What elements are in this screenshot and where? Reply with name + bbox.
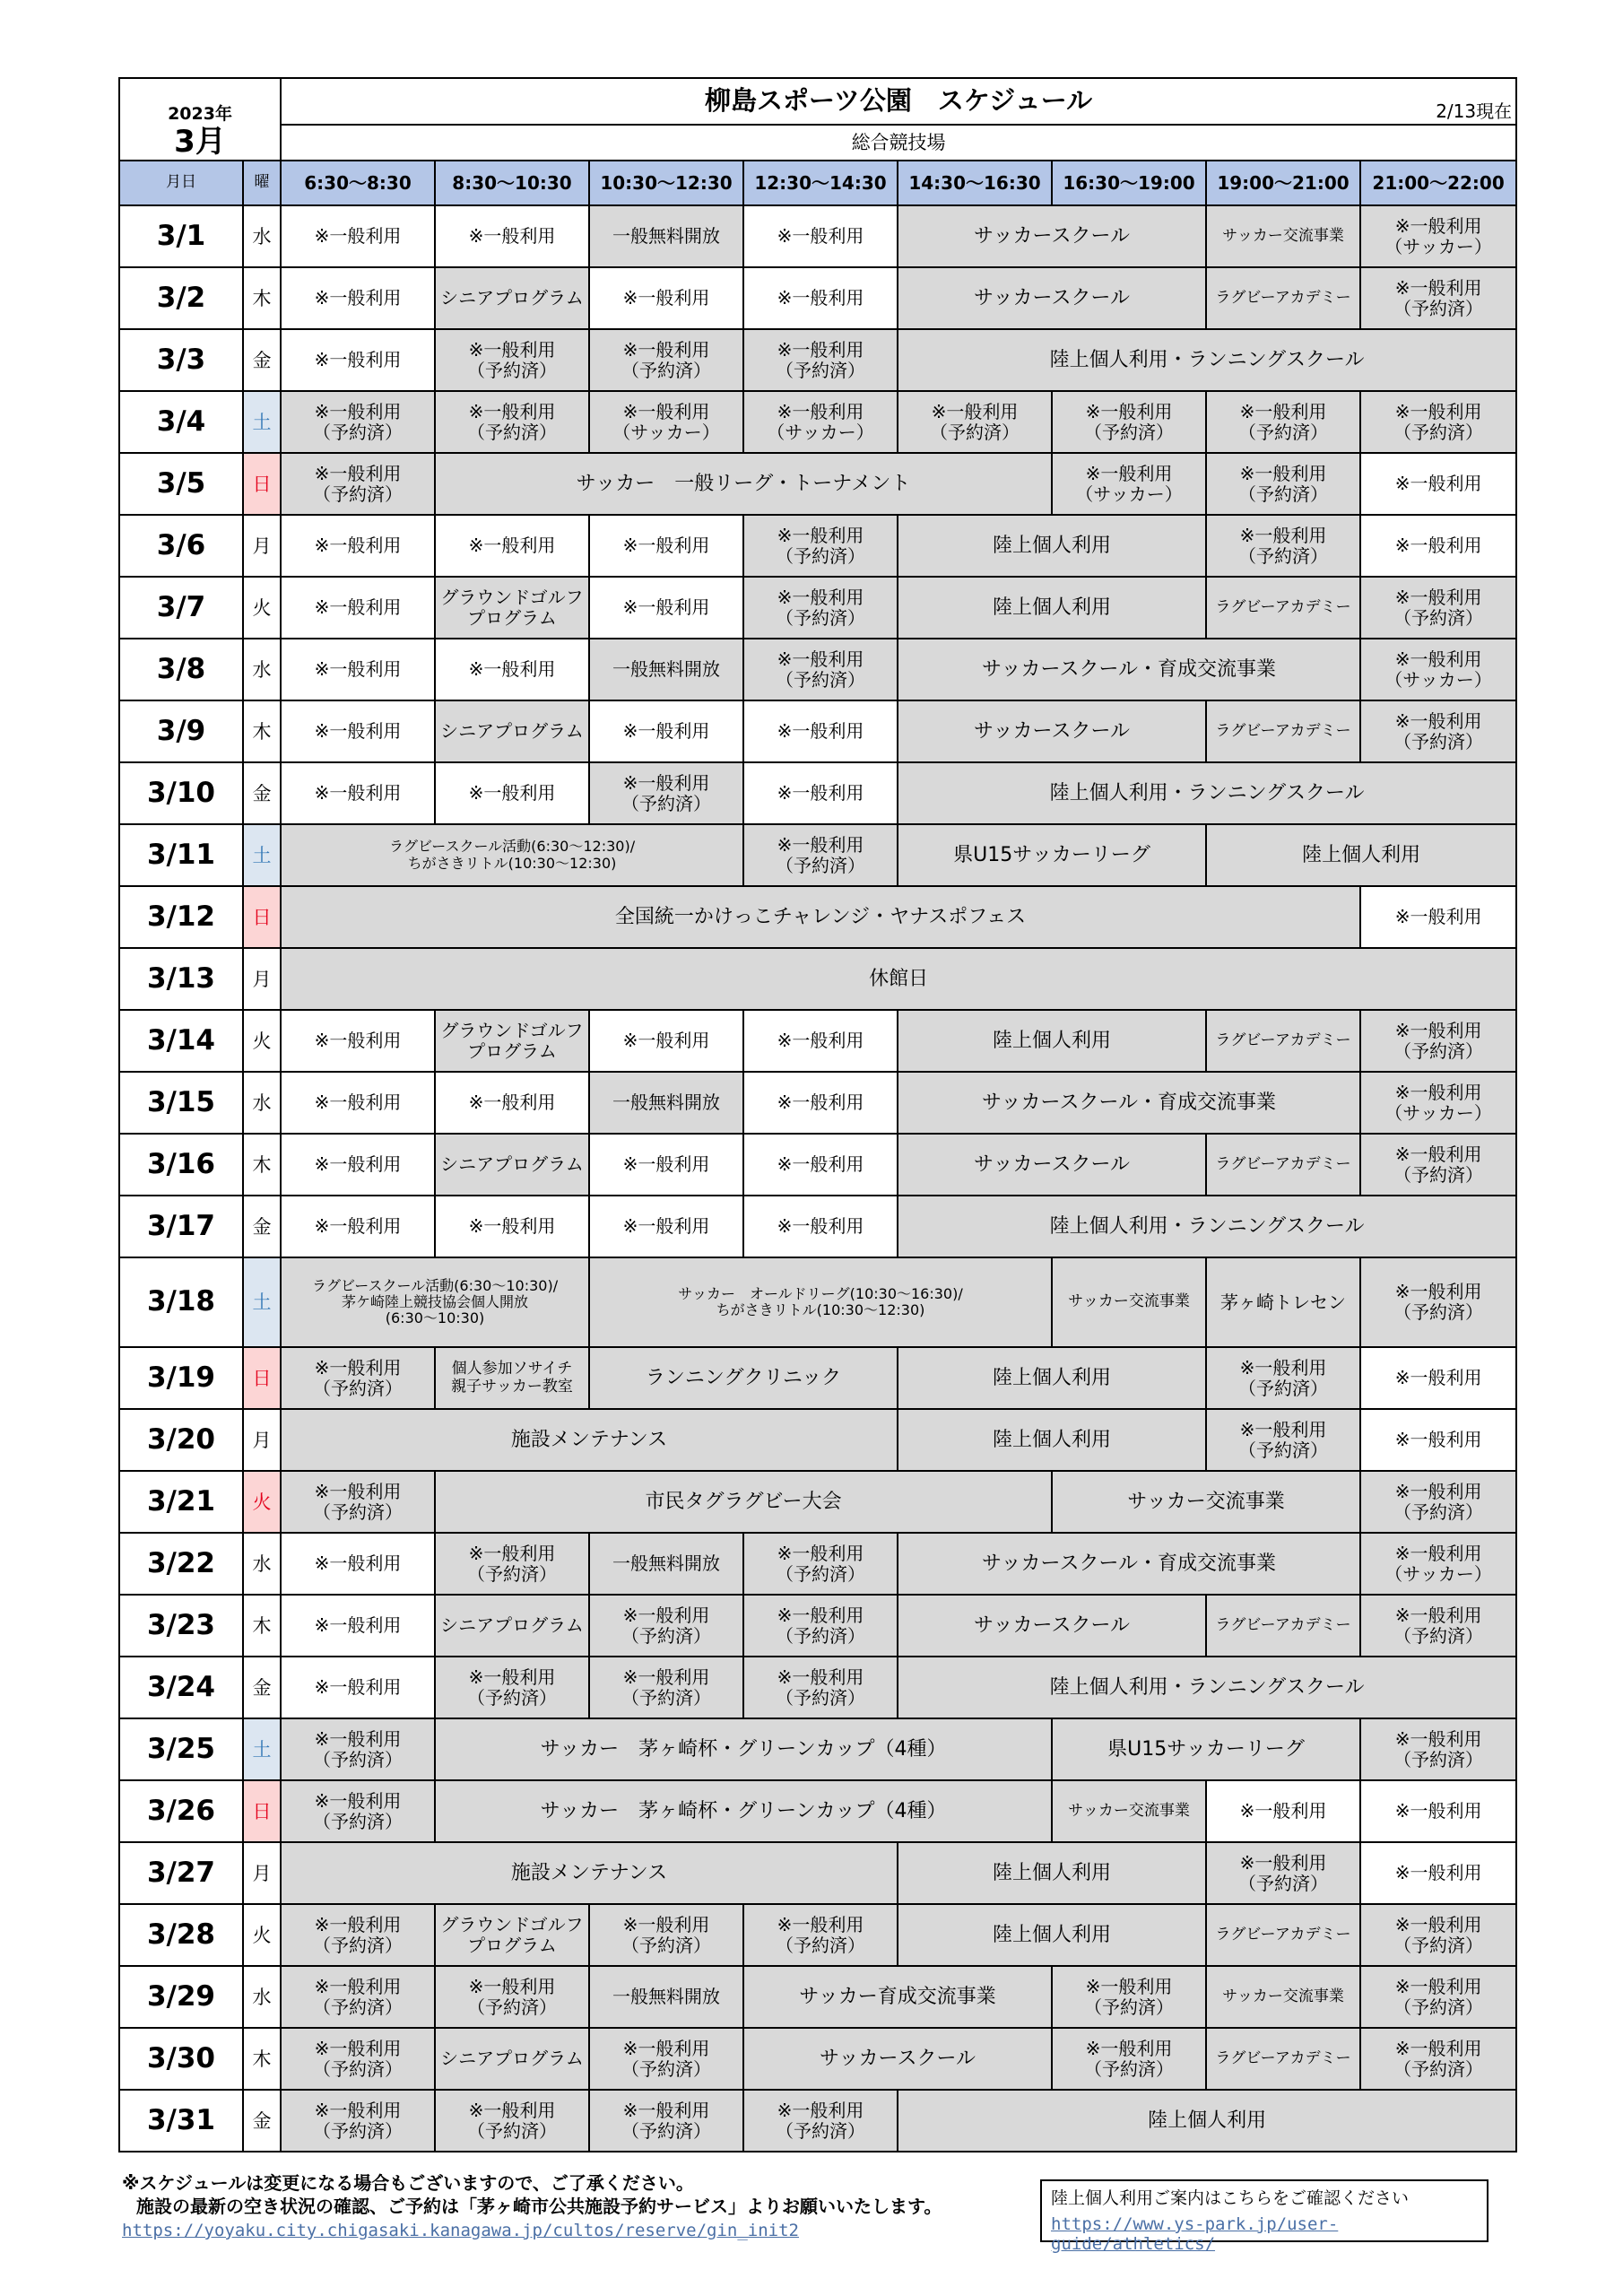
schedule-slot: ※一般利用 （予約済） (743, 2090, 898, 2152)
schedule-slot: ラグビーアカデミー (1206, 1010, 1360, 1072)
schedule-slot: ※一般利用 （サッカー） (1360, 1072, 1516, 1134)
schedule-slot: ※一般利用 （サッカー） (743, 391, 898, 453)
footer (118, 2169, 1515, 2276)
schedule-slot: ※一般利用 (281, 1657, 435, 1718)
schedule-slot: ※一般利用 (281, 1010, 435, 1072)
schedule-slot: ※一般利用 （予約済） (435, 1966, 589, 2028)
weekday-cell: 日 (243, 886, 281, 948)
schedule-row (119, 1134, 1516, 1196)
schedule-slot: 県U15サッカーリーグ (1052, 1718, 1360, 1780)
column-header-slot: 14:30～16:30 (898, 161, 1052, 205)
date-cell: 3/27 (119, 1842, 243, 1904)
schedule-slot: 個人参加ソサイチ 親子サッカー教室 (435, 1347, 589, 1409)
schedule-slot: ※一般利用 (435, 1072, 589, 1134)
weekday-cell: 水 (243, 1072, 281, 1134)
schedule-slot: ※一般利用 （予約済） (281, 453, 435, 515)
column-header-slot: 12:30～14:30 (743, 161, 898, 205)
column-header-slot: 10:30～12:30 (589, 161, 743, 205)
weekday-cell: 月 (243, 1842, 281, 1904)
schedule-slot: 陸上個人利用・ランニングスクール (898, 1657, 1516, 1718)
schedule-row (119, 453, 1516, 515)
schedule-slot: サッカースクール・育成交流事業 (898, 1072, 1360, 1134)
schedule-slot: ※一般利用 (435, 1196, 589, 1257)
schedule-slot: 一般無料開放 (589, 639, 743, 700)
date-cell: 3/16 (119, 1134, 243, 1196)
weekday-cell: 月 (243, 948, 281, 1010)
schedule-slot: 陸上個人利用 (898, 1409, 1206, 1471)
column-header-dow: 曜 (243, 161, 281, 205)
schedule-slot: ラグビーアカデミー (1206, 267, 1360, 329)
schedule-slot: ※一般利用 (281, 1533, 435, 1595)
schedule-slot: ※一般利用 (281, 329, 435, 391)
schedule-slot: 茅ヶ崎トレセン (1206, 1257, 1360, 1347)
weekday-cell: 土 (243, 391, 281, 453)
schedule-slot: シニアプログラム (435, 2028, 589, 2090)
schedule-slot: 全国統一かけっこチャレンジ・ヤナスポフェス (281, 886, 1360, 948)
schedule-row (119, 1471, 1516, 1533)
schedule-slot: ※一般利用 (589, 515, 743, 577)
schedule-slot: ※一般利用 （サッカー） (1052, 453, 1206, 515)
schedule-slot: ※一般利用 (281, 577, 435, 639)
schedule-slot: ※一般利用 （予約済） (281, 1347, 435, 1409)
schedule-slot: ※一般利用 (281, 639, 435, 700)
weekday-cell: 木 (243, 1595, 281, 1657)
schedule-slot: ※一般利用 （予約済） (1360, 1134, 1516, 1196)
column-header-slot: 16:30～19:00 (1052, 161, 1206, 205)
schedule-row (119, 205, 1516, 267)
schedule-slot: ※一般利用 (281, 1072, 435, 1134)
schedule-slot: 陸上個人利用・ランニングスクール (898, 1196, 1516, 1257)
schedule-slot: ※一般利用 （予約済） (743, 639, 898, 700)
date-cell: 3/9 (119, 700, 243, 762)
weekday-cell: 月 (243, 515, 281, 577)
schedule-slot: サッカースクール (898, 1595, 1206, 1657)
date-cell: 3/30 (119, 2028, 243, 2090)
schedule-slot: ※一般利用 （予約済） (1206, 391, 1360, 453)
schedule-slot: ※一般利用 （予約済） (1052, 1966, 1206, 2028)
date-cell: 3/14 (119, 1010, 243, 1072)
weekday-cell: 水 (243, 639, 281, 700)
schedule-slot: サッカー交流事業 (1052, 1257, 1206, 1347)
schedule-row (119, 1196, 1516, 1257)
schedule-slot: ※一般利用 （予約済） (281, 2090, 435, 2152)
weekday-cell: 火 (243, 1010, 281, 1072)
schedule-slot: ※一般利用 (1360, 1409, 1516, 1471)
schedule-slot: ※一般利用 （予約済） (589, 1904, 743, 1966)
schedule-slot: ※一般利用 (281, 1196, 435, 1257)
schedule-slot: ※一般利用 (1360, 1780, 1516, 1842)
date-cell: 3/6 (119, 515, 243, 577)
schedule-row (119, 1409, 1516, 1471)
schedule-slot: ※一般利用 （予約済） (1360, 700, 1516, 762)
schedule-slot: ※一般利用 （サッカー） (1360, 1533, 1516, 1595)
schedule-slot: ※一般利用 （予約済） (435, 391, 589, 453)
column-header-slot: 19:00～21:00 (1206, 161, 1360, 205)
schedule-slot: 一般無料開放 (589, 205, 743, 267)
schedule-slot: ※一般利用 （予約済） (281, 2028, 435, 2090)
schedule-row (119, 391, 1516, 453)
schedule-slot: ※一般利用 （予約済） (1360, 577, 1516, 639)
date-cell: 3/23 (119, 1595, 243, 1657)
schedule-slot: サッカースクール (898, 267, 1206, 329)
schedule-slot: サッカースクール (898, 1134, 1206, 1196)
weekday-cell: 木 (243, 2028, 281, 2090)
weekday-cell: 金 (243, 1196, 281, 1257)
schedule-row (119, 1780, 1516, 1842)
schedule-slot: ※一般利用 （予約済） (589, 2090, 743, 2152)
schedule-slot: 県U15サッカーリーグ (898, 824, 1206, 886)
schedule-row (119, 1533, 1516, 1595)
schedule-slot: サッカー交流事業 (1052, 1780, 1206, 1842)
weekday-cell: 日 (243, 1347, 281, 1409)
weekday-cell: 火 (243, 577, 281, 639)
schedule-row (119, 1347, 1516, 1409)
schedule-slot: ※一般利用 （予約済） (1360, 1904, 1516, 1966)
schedule-slot: サッカー交流事業 (1206, 205, 1360, 267)
venue-label: 総合競技場 (281, 125, 1516, 161)
schedule-slot: 一般無料開放 (589, 1966, 743, 2028)
schedule-slot: 休館日 (281, 948, 1516, 1010)
schedule-row (119, 1010, 1516, 1072)
column-header-date: 月日 (119, 161, 243, 205)
schedule-row (119, 329, 1516, 391)
date-cell: 3/22 (119, 1533, 243, 1595)
month-label: 3月 (119, 125, 281, 161)
schedule-slot: ラグビーアカデミー (1206, 1904, 1360, 1966)
schedule-slot: グラウンドゴルフ プログラム (435, 577, 589, 639)
date-cell: 3/8 (119, 639, 243, 700)
schedule-row (119, 1842, 1516, 1904)
schedule-slot: ※一般利用 (281, 700, 435, 762)
schedule-slot: ※一般利用 (589, 1010, 743, 1072)
date-cell: 3/19 (119, 1347, 243, 1409)
schedule-slot: ※一般利用 (435, 205, 589, 267)
schedule-slot: ラグビーアカデミー (1206, 577, 1360, 639)
schedule-slot: 陸上個人利用 (898, 577, 1206, 639)
schedule-slot: ※一般利用 (743, 762, 898, 824)
schedule-slot: ※一般利用 (743, 1134, 898, 1196)
weekday-cell: 水 (243, 1533, 281, 1595)
schedule-slot: ※一般利用 （予約済） (743, 824, 898, 886)
schedule-slot: ※一般利用 （予約済） (1360, 267, 1516, 329)
date-cell: 3/4 (119, 391, 243, 453)
schedule-row (119, 1904, 1516, 1966)
schedule-slot: ラグビーアカデミー (1206, 700, 1360, 762)
schedule-slot: ※一般利用 (743, 700, 898, 762)
schedule-slot: ※一般利用 (435, 762, 589, 824)
weekday-cell: 木 (243, 1134, 281, 1196)
reservation-link[interactable]: https://yoyaku.city.chigasaki.kanagawa.jp/cultos/reserve/gin_init2 (122, 2221, 799, 2240)
athletics-info-box (1040, 2179, 1488, 2254)
schedule-slot: ※一般利用 (281, 267, 435, 329)
date-cell: 3/26 (119, 1780, 243, 1842)
schedule-slot: 施設メンテナンス (281, 1842, 898, 1904)
schedule-slot: シニアプログラム (435, 700, 589, 762)
schedule-slot: ※一般利用 （予約済） (1360, 1471, 1516, 1533)
schedule-slot: グラウンドゴルフ プログラム (435, 1904, 589, 1966)
schedule-slot: サッカースクール・育成交流事業 (898, 639, 1360, 700)
schedule-slot: ※一般利用 (435, 639, 589, 700)
athletics-info-title: 陸上個人利用ご案内はこちらをご確認ください (1051, 2188, 1410, 2208)
schedule-slot: ※一般利用 （予約済） (1206, 1347, 1360, 1409)
schedule-row (119, 948, 1516, 1010)
schedule-slot: ※一般利用 (281, 515, 435, 577)
schedule-slot: ※一般利用 （サッカー） (589, 391, 743, 453)
schedule-slot: 陸上個人利用 (1206, 824, 1516, 886)
weekday-cell: 火 (243, 1904, 281, 1966)
schedule-row (119, 762, 1516, 824)
venue-row (119, 125, 1516, 161)
weekday-cell: 木 (243, 700, 281, 762)
schedule-row (119, 886, 1516, 948)
title-text: 柳島スポーツ公園 スケジュール (705, 85, 1093, 117)
schedule-slot: ※一般利用 (1360, 886, 1516, 948)
schedule-slot: ※一般利用 (743, 1072, 898, 1134)
schedule-slot: ※一般利用 （予約済） (435, 1657, 589, 1718)
schedule-slot: 陸上個人利用・ランニングスクール (898, 762, 1516, 824)
schedule-row (119, 515, 1516, 577)
date-cell: 3/17 (119, 1196, 243, 1257)
schedule-slot: ※一般利用 （予約済） (589, 1657, 743, 1718)
schedule-slot: ※一般利用 (281, 205, 435, 267)
schedule-slot: ※一般利用 （予約済） (1360, 391, 1516, 453)
weekday-cell: 水 (243, 205, 281, 267)
schedule-row (119, 1072, 1516, 1134)
schedule-slot: ラグビーアカデミー (1206, 1595, 1360, 1657)
schedule-slot: ※一般利用 （サッカー） (1360, 639, 1516, 700)
schedule-slot: サッカースクール (898, 205, 1206, 267)
schedule-slot: サッカー交流事業 (1206, 1966, 1360, 2028)
schedule-slot: ※一般利用 （予約済） (1360, 1010, 1516, 1072)
schedule-slot: ※一般利用 (743, 1010, 898, 1072)
schedule-row (119, 1657, 1516, 1718)
schedule-row (119, 2028, 1516, 2090)
schedule-slot: ※一般利用 （予約済） (1206, 453, 1360, 515)
schedule-slot: ※一般利用 （予約済） (281, 1966, 435, 2028)
column-header-slot: 21:00～22:00 (1360, 161, 1516, 205)
schedule-slot: ※一般利用 （予約済） (743, 515, 898, 577)
schedule-slot: 陸上個人利用・ランニングスクール (898, 329, 1516, 391)
weekday-cell: 金 (243, 2090, 281, 2152)
schedule-slot: ※一般利用 (435, 515, 589, 577)
schedule-slot: ※一般利用 (743, 1196, 898, 1257)
schedule-slot: ※一般利用 (1360, 515, 1516, 577)
schedule-slot: ※一般利用 （予約済） (1206, 515, 1360, 577)
schedule-slot: ※一般利用 (743, 267, 898, 329)
weekday-cell: 日 (243, 1780, 281, 1842)
schedule-slot: サッカー育成交流事業 (743, 1966, 1052, 2028)
schedule-slot: ※一般利用 (281, 1595, 435, 1657)
schedule-slot: ラグビースクール活動(6:30～10:30)/ 茅ケ崎陸上競技協会個人開放 (6:30～10:30) (281, 1257, 589, 1347)
schedule-row (119, 577, 1516, 639)
schedule-slot: ※一般利用 (589, 1134, 743, 1196)
schedule-slot: ※一般利用 （予約済） (281, 391, 435, 453)
schedule-row (119, 1718, 1516, 1780)
schedule-slot: ※一般利用 (281, 1134, 435, 1196)
schedule-slot: ※一般利用 （予約済） (1052, 391, 1206, 453)
schedule-slot: ※一般利用 （予約済） (589, 2028, 743, 2090)
schedule-slot: ※一般利用 （予約済） (435, 329, 589, 391)
date-cell: 3/21 (119, 1471, 243, 1533)
schedule-slot: シニアプログラム (435, 1595, 589, 1657)
schedule-slot: ランニングクリニック (589, 1347, 898, 1409)
schedule-slot: ※一般利用 （予約済） (743, 577, 898, 639)
schedule-slot: ※一般利用 (589, 1196, 743, 1257)
schedule-slot: 陸上個人利用 (898, 1347, 1206, 1409)
schedule-slot: 陸上個人利用 (898, 2090, 1516, 2152)
date-cell: 3/7 (119, 577, 243, 639)
as-of-date: 2/13現在 (1436, 100, 1513, 122)
schedule-row (119, 1595, 1516, 1657)
date-cell: 3/15 (119, 1072, 243, 1134)
footer-note-reservation: 施設の最新の空き状況の確認、ご予約は「茅ヶ崎市公共施設予約サービス」よりお願いいたします。 (136, 2196, 942, 2217)
footer-note-change: ※スケジュールは変更になる場合もございますので、ご了承ください。 (122, 2172, 694, 2194)
schedule-slot: ※一般利用 (589, 700, 743, 762)
schedule-row (119, 700, 1516, 762)
schedule-slot: ※一般利用 （予約済） (743, 1533, 898, 1595)
column-header-slot: 6:30～8:30 (281, 161, 435, 205)
weekday-cell: 土 (243, 1718, 281, 1780)
schedule-slot: サッカー 茅ヶ崎杯・グリーンカップ（4種） (435, 1780, 1052, 1842)
title-row (119, 78, 1516, 125)
schedule-slot: ※一般利用 （予約済） (589, 762, 743, 824)
weekday-cell: 月 (243, 1409, 281, 1471)
schedule-slot: ※一般利用 （予約済） (281, 1780, 435, 1842)
date-cell: 3/13 (119, 948, 243, 1010)
schedule-row (119, 267, 1516, 329)
schedule-slot: ラグビーアカデミー (1206, 1134, 1360, 1196)
schedule-slot: ※一般利用 （予約済） (1360, 1257, 1516, 1347)
schedule-slot: サッカー 茅ヶ崎杯・グリーンカップ（4種） (435, 1718, 1052, 1780)
schedule-slot: ※一般利用 （予約済） (435, 1533, 589, 1595)
schedule-sheet (118, 77, 1517, 2152)
schedule-slot: サッカー交流事業 (1052, 1471, 1360, 1533)
schedule-row (119, 1966, 1516, 2028)
weekday-cell: 金 (243, 762, 281, 824)
date-cell: 3/31 (119, 2090, 243, 2152)
schedule-slot: ※一般利用 （予約済） (1206, 1409, 1360, 1471)
schedule-slot: サッカー オールドリーグ(10:30～16:30)/ ちがさきリトル(10:30～12:30) (589, 1257, 1052, 1347)
athletics-info-link[interactable]: https://www.ys-park.jp/user-guide/athletics/ (1051, 2214, 1339, 2254)
schedule-slot: 一般無料開放 (589, 1072, 743, 1134)
schedule-table (118, 77, 1517, 2152)
schedule-slot: ※一般利用 （予約済） (589, 1595, 743, 1657)
schedule-slot: 施設メンテナンス (281, 1409, 898, 1471)
schedule-slot: サッカースクール・育成交流事業 (898, 1533, 1360, 1595)
schedule-slot: サッカースクール (743, 2028, 1052, 2090)
schedule-slot: ※一般利用 （予約済） (1360, 1718, 1516, 1780)
schedule-slot: ※一般利用 （予約済） (1206, 1842, 1360, 1904)
schedule-slot: ラグビースクール活動(6:30～12:30)/ ちがさきリトル(10:30～12:30) (281, 824, 743, 886)
schedule-row (119, 2090, 1516, 2152)
schedule-slot: ※一般利用 （予約済） (1360, 1966, 1516, 2028)
column-header-row (119, 161, 1516, 205)
date-cell: 3/5 (119, 453, 243, 515)
schedule-slot: ※一般利用 （予約済） (1052, 2028, 1206, 2090)
schedule-slot: シニアプログラム (435, 267, 589, 329)
weekday-cell: 金 (243, 1657, 281, 1718)
schedule-slot: シニアプログラム (435, 1134, 589, 1196)
date-cell: 3/10 (119, 762, 243, 824)
schedule-slot: ※一般利用 (743, 205, 898, 267)
schedule-slot: ※一般利用 （予約済） (281, 1718, 435, 1780)
page-title (281, 78, 1516, 125)
schedule-slot: サッカースクール (898, 700, 1206, 762)
schedule-row (119, 824, 1516, 886)
weekday-cell: 土 (243, 1257, 281, 1347)
schedule-slot: ※一般利用 (281, 762, 435, 824)
schedule-slot: ※一般利用 （予約済） (281, 1904, 435, 1966)
weekday-cell: 日 (243, 453, 281, 515)
schedule-slot: ※一般利用 （予約済） (1360, 1595, 1516, 1657)
schedule-slot: 陸上個人利用 (898, 1904, 1206, 1966)
schedule-slot: 一般無料開放 (589, 1533, 743, 1595)
schedule-slot: ※一般利用 （予約済） (898, 391, 1052, 453)
date-cell: 3/11 (119, 824, 243, 886)
schedule-body (119, 78, 1516, 2152)
schedule-slot: ※一般利用 （予約済） (743, 1904, 898, 1966)
schedule-slot: 市民タグラグビー大会 (435, 1471, 1052, 1533)
schedule-slot: ※一般利用 (1360, 1842, 1516, 1904)
schedule-slot: ※一般利用 (1206, 1780, 1360, 1842)
schedule-slot: ※一般利用 （予約済） (743, 1657, 898, 1718)
schedule-slot: ※一般利用 (589, 577, 743, 639)
column-header-slot: 8:30～10:30 (435, 161, 589, 205)
date-cell: 3/20 (119, 1409, 243, 1471)
schedule-slot: ※一般利用 (1360, 1347, 1516, 1409)
date-cell: 3/24 (119, 1657, 243, 1718)
weekday-cell: 水 (243, 1966, 281, 2028)
schedule-slot: ※一般利用 （予約済） (281, 1471, 435, 1533)
schedule-slot: 陸上個人利用 (898, 1842, 1206, 1904)
schedule-slot: ※一般利用 （予約済） (589, 329, 743, 391)
schedule-slot: グラウンドゴルフ プログラム (435, 1010, 589, 1072)
weekday-cell: 金 (243, 329, 281, 391)
weekday-cell: 火 (243, 1471, 281, 1533)
weekday-cell: 木 (243, 267, 281, 329)
schedule-slot: ※一般利用 （予約済） (1360, 2028, 1516, 2090)
schedule-row (119, 1257, 1516, 1347)
schedule-slot: 陸上個人利用 (898, 515, 1206, 577)
schedule-slot: 陸上個人利用 (898, 1010, 1206, 1072)
schedule-slot: サッカー 一般リーグ・トーナメント (435, 453, 1052, 515)
date-cell: 3/28 (119, 1904, 243, 1966)
schedule-slot: ラグビーアカデミー (1206, 2028, 1360, 2090)
schedule-slot: ※一般利用 （サッカー） (1360, 205, 1516, 267)
schedule-slot: ※一般利用 （予約済） (435, 2090, 589, 2152)
date-cell: 3/29 (119, 1966, 243, 2028)
schedule-slot: ※一般利用 (1360, 453, 1516, 515)
date-cell: 3/2 (119, 267, 243, 329)
schedule-row (119, 639, 1516, 700)
weekday-cell: 土 (243, 824, 281, 886)
schedule-slot: ※一般利用 (589, 267, 743, 329)
date-cell: 3/25 (119, 1718, 243, 1780)
schedule-slot: ※一般利用 （予約済） (743, 329, 898, 391)
schedule-slot: ※一般利用 （予約済） (743, 1595, 898, 1657)
date-cell: 3/1 (119, 205, 243, 267)
date-cell: 3/3 (119, 329, 243, 391)
date-cell: 3/18 (119, 1257, 243, 1347)
date-cell: 3/12 (119, 886, 243, 948)
year-label: 2023年 (119, 78, 281, 125)
